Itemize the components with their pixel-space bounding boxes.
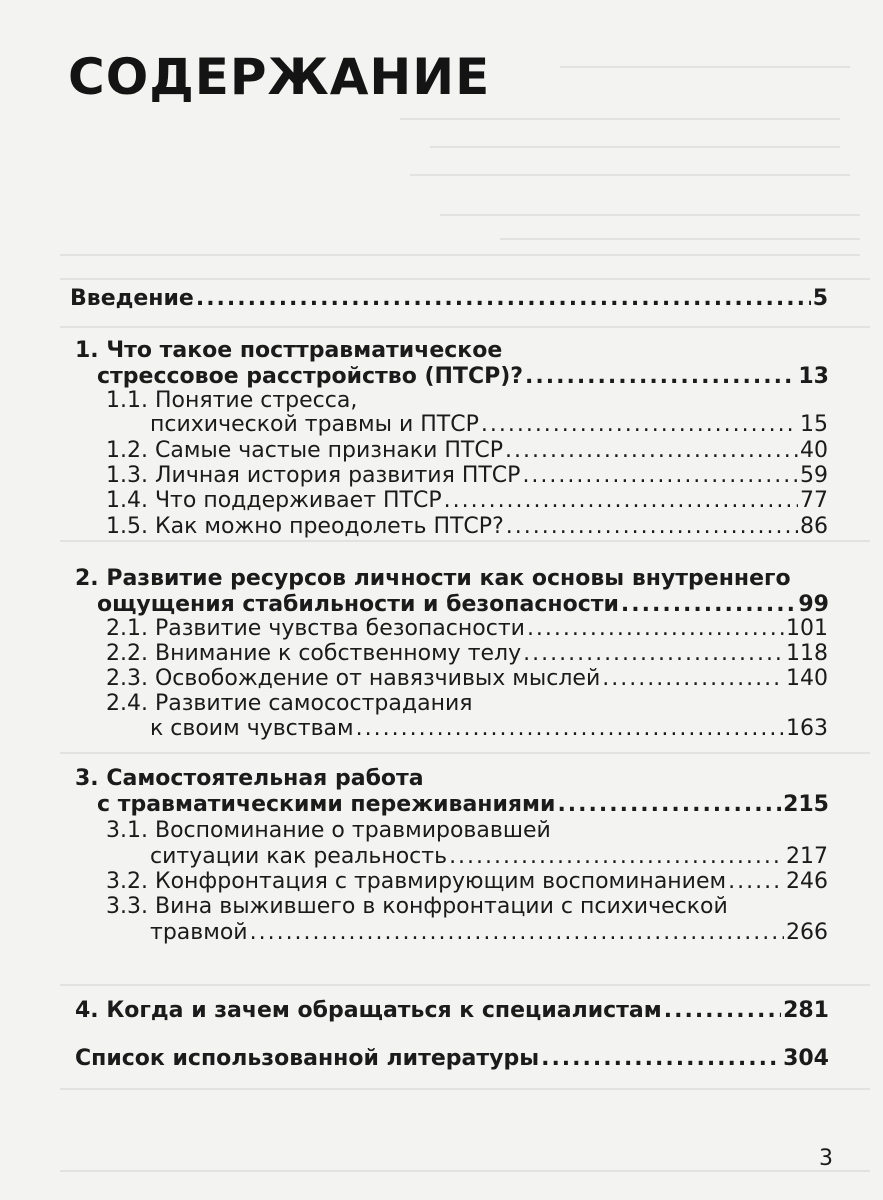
toc-entry-section-3-1[interactable]	[150, 844, 828, 870]
toc-page-number: 281	[783, 998, 829, 1023]
toc-page-number: 140	[786, 666, 828, 691]
toc-entry-label: 4. Когда и зачем обращаться к специалистам	[75, 998, 662, 1023]
dot-leader	[481, 412, 798, 438]
toc-entry-label: 2.2. Внимание к собственному телу	[106, 641, 522, 666]
toc-section-2-4-title[interactable]: 2.4. Развитие самосострадания	[106, 691, 473, 716]
toc-entry-section-1-3[interactable]	[106, 463, 828, 489]
toc-entry-label: 2.1. Развитие чувства безопасности	[106, 616, 525, 641]
toc-page-number: 99	[798, 592, 829, 617]
toc-chapter-2-title[interactable]: 2. Развитие ресурсов личности как основы внутреннего	[75, 566, 791, 591]
toc-entry-chapter-2[interactable]	[97, 592, 829, 618]
dot-leader	[444, 488, 798, 514]
toc-entry-label: с травматическими переживаниями	[97, 792, 556, 817]
toc-entry-section-2-1[interactable]	[106, 616, 828, 642]
dot-leader	[523, 641, 784, 667]
toc-entry-label: 1.5. Как можно преодолеть ПТСР?	[106, 514, 504, 539]
toc-page-number: 5	[812, 286, 828, 311]
toc-section-3-1-title[interactable]: 3.1. Воспоминание о травмировавшей	[106, 818, 551, 843]
toc-entry-section-3-3[interactable]	[150, 920, 828, 946]
toc-entry-section-1-1[interactable]	[150, 412, 828, 438]
toc-page-number: 86	[800, 514, 828, 539]
dot-leader	[250, 920, 784, 946]
toc-entry-references[interactable]	[75, 1046, 829, 1072]
toc-entry-label: 1.3. Личная история развития ПТСР	[106, 463, 521, 488]
page-title: СОДЕРЖАНИЕ	[68, 48, 491, 106]
dot-leader	[557, 792, 781, 818]
toc-page-number: 77	[800, 488, 828, 513]
dot-leader	[728, 869, 784, 895]
dot-leader	[196, 286, 811, 312]
dot-leader	[602, 666, 784, 692]
toc-entry-label: ситуации как реальность	[150, 844, 448, 869]
toc-section-3-3-title[interactable]: 3.3. Вина выжившего в конфронтации с психической	[106, 894, 728, 919]
toc-page-number: 246	[786, 869, 828, 894]
toc-page-number: 217	[786, 844, 828, 869]
toc-entry-label: психической травмы и ПТСР	[150, 412, 479, 437]
toc-entry-label: травмой	[150, 920, 248, 945]
dot-leader	[522, 463, 798, 489]
toc-chapter-3-title[interactable]: 3. Самостоятельная работа	[75, 766, 424, 791]
dot-leader	[525, 364, 796, 390]
toc-chapter-1-title[interactable]: 1. Что такое посттравматическое	[75, 338, 503, 363]
dot-leader	[356, 716, 784, 742]
toc-entry-intro[interactable]	[70, 286, 828, 312]
dot-leader	[527, 616, 784, 642]
page-number: 3	[819, 1146, 833, 1171]
toc-page-number: 15	[800, 412, 828, 437]
toc-entry-section-1-2[interactable]	[106, 438, 828, 464]
toc-entry-label: к своим чувствам	[150, 716, 354, 741]
toc-entry-label: стрессовое расстройство (ПТСР)?	[97, 364, 524, 389]
toc-section-1-1-title[interactable]: 1.1. Понятие стресса,	[106, 388, 358, 413]
toc-entry-section-3-2[interactable]	[106, 869, 828, 895]
toc-entry-label: 2.3. Освобождение от навязчивых мыслей	[106, 666, 601, 691]
toc-entry-section-2-2[interactable]	[106, 641, 828, 667]
toc-page-number: 40	[800, 438, 828, 463]
dot-leader	[505, 438, 798, 464]
toc-entry-label: Введение	[70, 286, 194, 311]
toc-page-number: 163	[786, 716, 828, 741]
toc-entry-label: 1.4. Что поддерживает ПТСР	[106, 488, 442, 513]
toc-entry-section-1-4[interactable]	[106, 488, 828, 514]
toc-entry-chapter-3[interactable]	[97, 792, 829, 818]
dot-leader	[449, 844, 784, 870]
toc-page-number: 59	[800, 463, 828, 488]
toc-entry-section-1-5[interactable]	[106, 514, 828, 540]
toc-entry-label: Список использованной литературы	[75, 1046, 540, 1071]
dot-leader	[621, 592, 796, 618]
toc-page-number: 215	[783, 792, 829, 817]
dot-leader	[541, 1046, 781, 1072]
toc-page-number: 13	[798, 364, 829, 389]
toc-page-number: 118	[786, 641, 828, 666]
dot-leader	[664, 998, 781, 1024]
toc-entry-section-2-3[interactable]	[106, 666, 828, 692]
toc-entry-label: 1.2. Самые частые признаки ПТСР	[106, 438, 503, 463]
dot-leader	[506, 514, 798, 540]
toc-entry-chapter-4[interactable]	[75, 998, 829, 1024]
toc-entry-label: ощущения стабильности и безопасности	[97, 592, 619, 617]
toc-entry-section-2-4[interactable]	[150, 716, 828, 742]
toc-page-number: 101	[786, 616, 828, 641]
toc-page-number: 266	[786, 920, 828, 945]
toc-page-number: 304	[783, 1046, 829, 1071]
toc-entry-label: 3.2. Конфронтация с травмирующим воспоминанием	[106, 869, 727, 894]
toc-entry-chapter-1[interactable]	[97, 364, 829, 390]
